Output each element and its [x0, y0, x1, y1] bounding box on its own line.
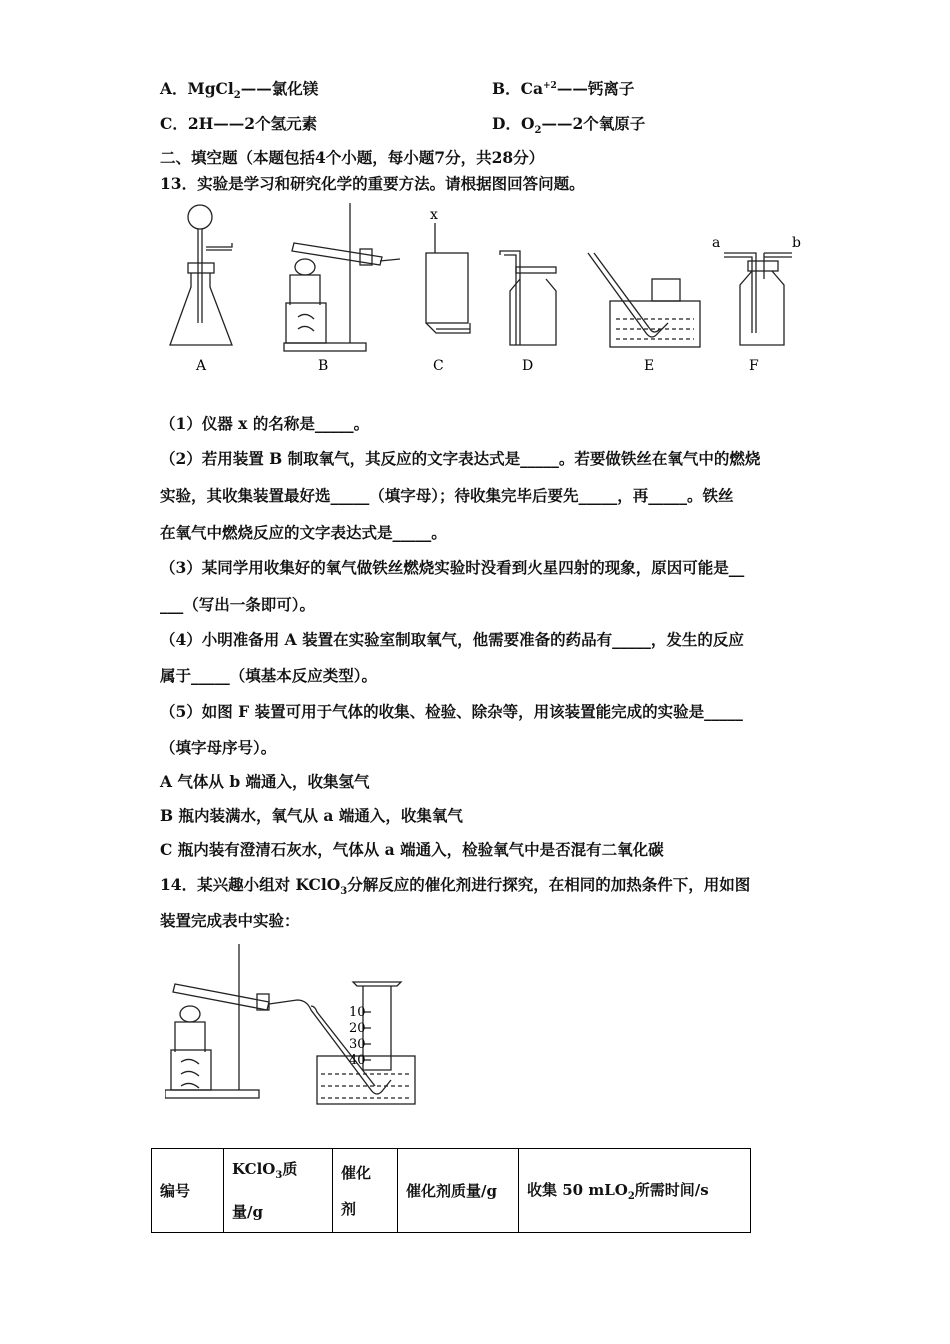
option-text: ——氯化镁 [240, 79, 319, 98]
apparatus-figure [160, 195, 820, 380]
option-text: ——2个氧原子 [541, 114, 646, 133]
apparatus-a-flask [170, 205, 232, 345]
option-letter: D． [492, 114, 521, 133]
option-b [492, 77, 634, 99]
header-text: 收集 50 mLO [527, 1181, 628, 1199]
option-letter: B． [492, 79, 521, 98]
option-text: ——2个氢元素 [213, 114, 318, 133]
apparatus-f-bottle [724, 253, 792, 345]
label-c: C [433, 358, 444, 374]
q13-p3-line2: ___（写出一条即可）。 [160, 595, 316, 614]
q13-p5-line1: （5）如图 F 装置可用于气体的收集、检验、除杂等，用该装置能完成的实验是_____ [160, 702, 743, 721]
header-text: 质 [282, 1160, 298, 1178]
table-header-row [152, 1149, 751, 1233]
formula: O [520, 114, 535, 133]
tick-20: 20 [349, 1021, 366, 1036]
label-f: F [749, 358, 759, 374]
q13-p3-line1: （3）某同学用收集好的氧气做铁丝燃烧实验时没看到火星四射的现象，原因可能是__ [160, 558, 745, 577]
option-a [160, 77, 318, 101]
tick-10: 10 [349, 1005, 366, 1020]
section-title: 二、填空题（本题包括4个小题，每小题7分，共28分） [160, 148, 545, 167]
subscript: 2 [233, 90, 241, 102]
q13-stem: 13．实验是学习和研究化学的重要方法。请根据图回答问题。 [160, 174, 585, 193]
q13-option-c: C 瓶内装有澄清石灰水，气体从 a 端通入，检验氧气中是否混有二氧化碳 [160, 840, 664, 859]
label-a: A [196, 358, 207, 374]
label-a-end: a [712, 235, 721, 251]
col-catalyst-mass: 催化剂质量/g [398, 1149, 519, 1233]
option-c [160, 112, 317, 134]
q13-p4-line1: （4）小明准备用 A 装置在实验室制取氧气，他需要准备的药品有_____，发生的反应 [160, 630, 744, 649]
label-b: B [318, 358, 329, 374]
tick-30: 30 [349, 1037, 366, 1052]
header-text: 剂 [341, 1199, 357, 1218]
option-d [492, 112, 645, 136]
formula: Ca [520, 79, 543, 98]
header-text: 所需时间/s [634, 1181, 709, 1199]
q13-p2-line3: 在氧气中燃烧反应的文字表达式是_____。 [160, 523, 447, 542]
apparatus-d-bottle [500, 251, 556, 345]
stem-text: 分解反应的催化剂进行探究，在相同的加热条件下，用如图 [347, 875, 751, 894]
q13-p2-line1: （2）若用装置 B 制取氧气，其反应的文字表达式是_____。若要做铁丝在氧气中的燃烧 [160, 449, 761, 468]
col-number: 编号 [152, 1149, 224, 1233]
subscript: 2 [627, 1191, 635, 1202]
col-time [519, 1149, 751, 1233]
subscript: 3 [275, 1170, 283, 1181]
q13-option-a: A 气体从 b 端通入，收集氢气 [160, 772, 370, 791]
option-letter: A． [160, 79, 188, 98]
col-kclo3-mass [224, 1149, 333, 1233]
apparatus-c [426, 223, 470, 333]
q13-p4-line2: 属于_____（填基本反应类型）。 [160, 666, 378, 685]
option-letter: C． [160, 114, 188, 133]
subscript: 3 [340, 886, 348, 898]
q14-stem-line1 [160, 873, 750, 897]
header-text: 量/g [232, 1203, 263, 1221]
formula: 2H [187, 114, 214, 133]
kclo3-apparatus-figure [165, 940, 435, 1110]
q13-p5-line2: （填字母序号）。 [160, 738, 277, 757]
experiment-table [151, 1148, 751, 1233]
apparatus-e-trough [588, 253, 700, 347]
option-text: ——钙离子 [556, 79, 635, 98]
stem-text: 14．某兴趣小组对 KClO [160, 875, 341, 894]
apparatus-b-burner [284, 203, 400, 351]
col-catalyst [333, 1149, 398, 1233]
label-b-end: b [792, 235, 801, 251]
tick-40: 40 [349, 1053, 366, 1068]
label-e: E [644, 358, 655, 374]
q13-p1: （1）仪器 x 的名称是_____。 [160, 414, 370, 433]
formula: MgCl [187, 79, 234, 98]
q13-option-b: B 瓶内装满水，氧气从 a 端通入，收集氧气 [160, 806, 463, 825]
subscript: 2 [534, 125, 542, 137]
label-x: x [430, 207, 438, 223]
superscript: +2 [543, 80, 557, 91]
header-text: KClO [232, 1160, 276, 1178]
label-d: D [522, 358, 534, 374]
header-text: 催化 [341, 1163, 372, 1182]
q14-stem-line2: 装置完成表中实验： [160, 911, 300, 930]
q13-p2-line2: 实验，其收集装置最好选_____（填字母）；待收集完毕后要先_____，再_____。铁丝 [160, 486, 734, 505]
